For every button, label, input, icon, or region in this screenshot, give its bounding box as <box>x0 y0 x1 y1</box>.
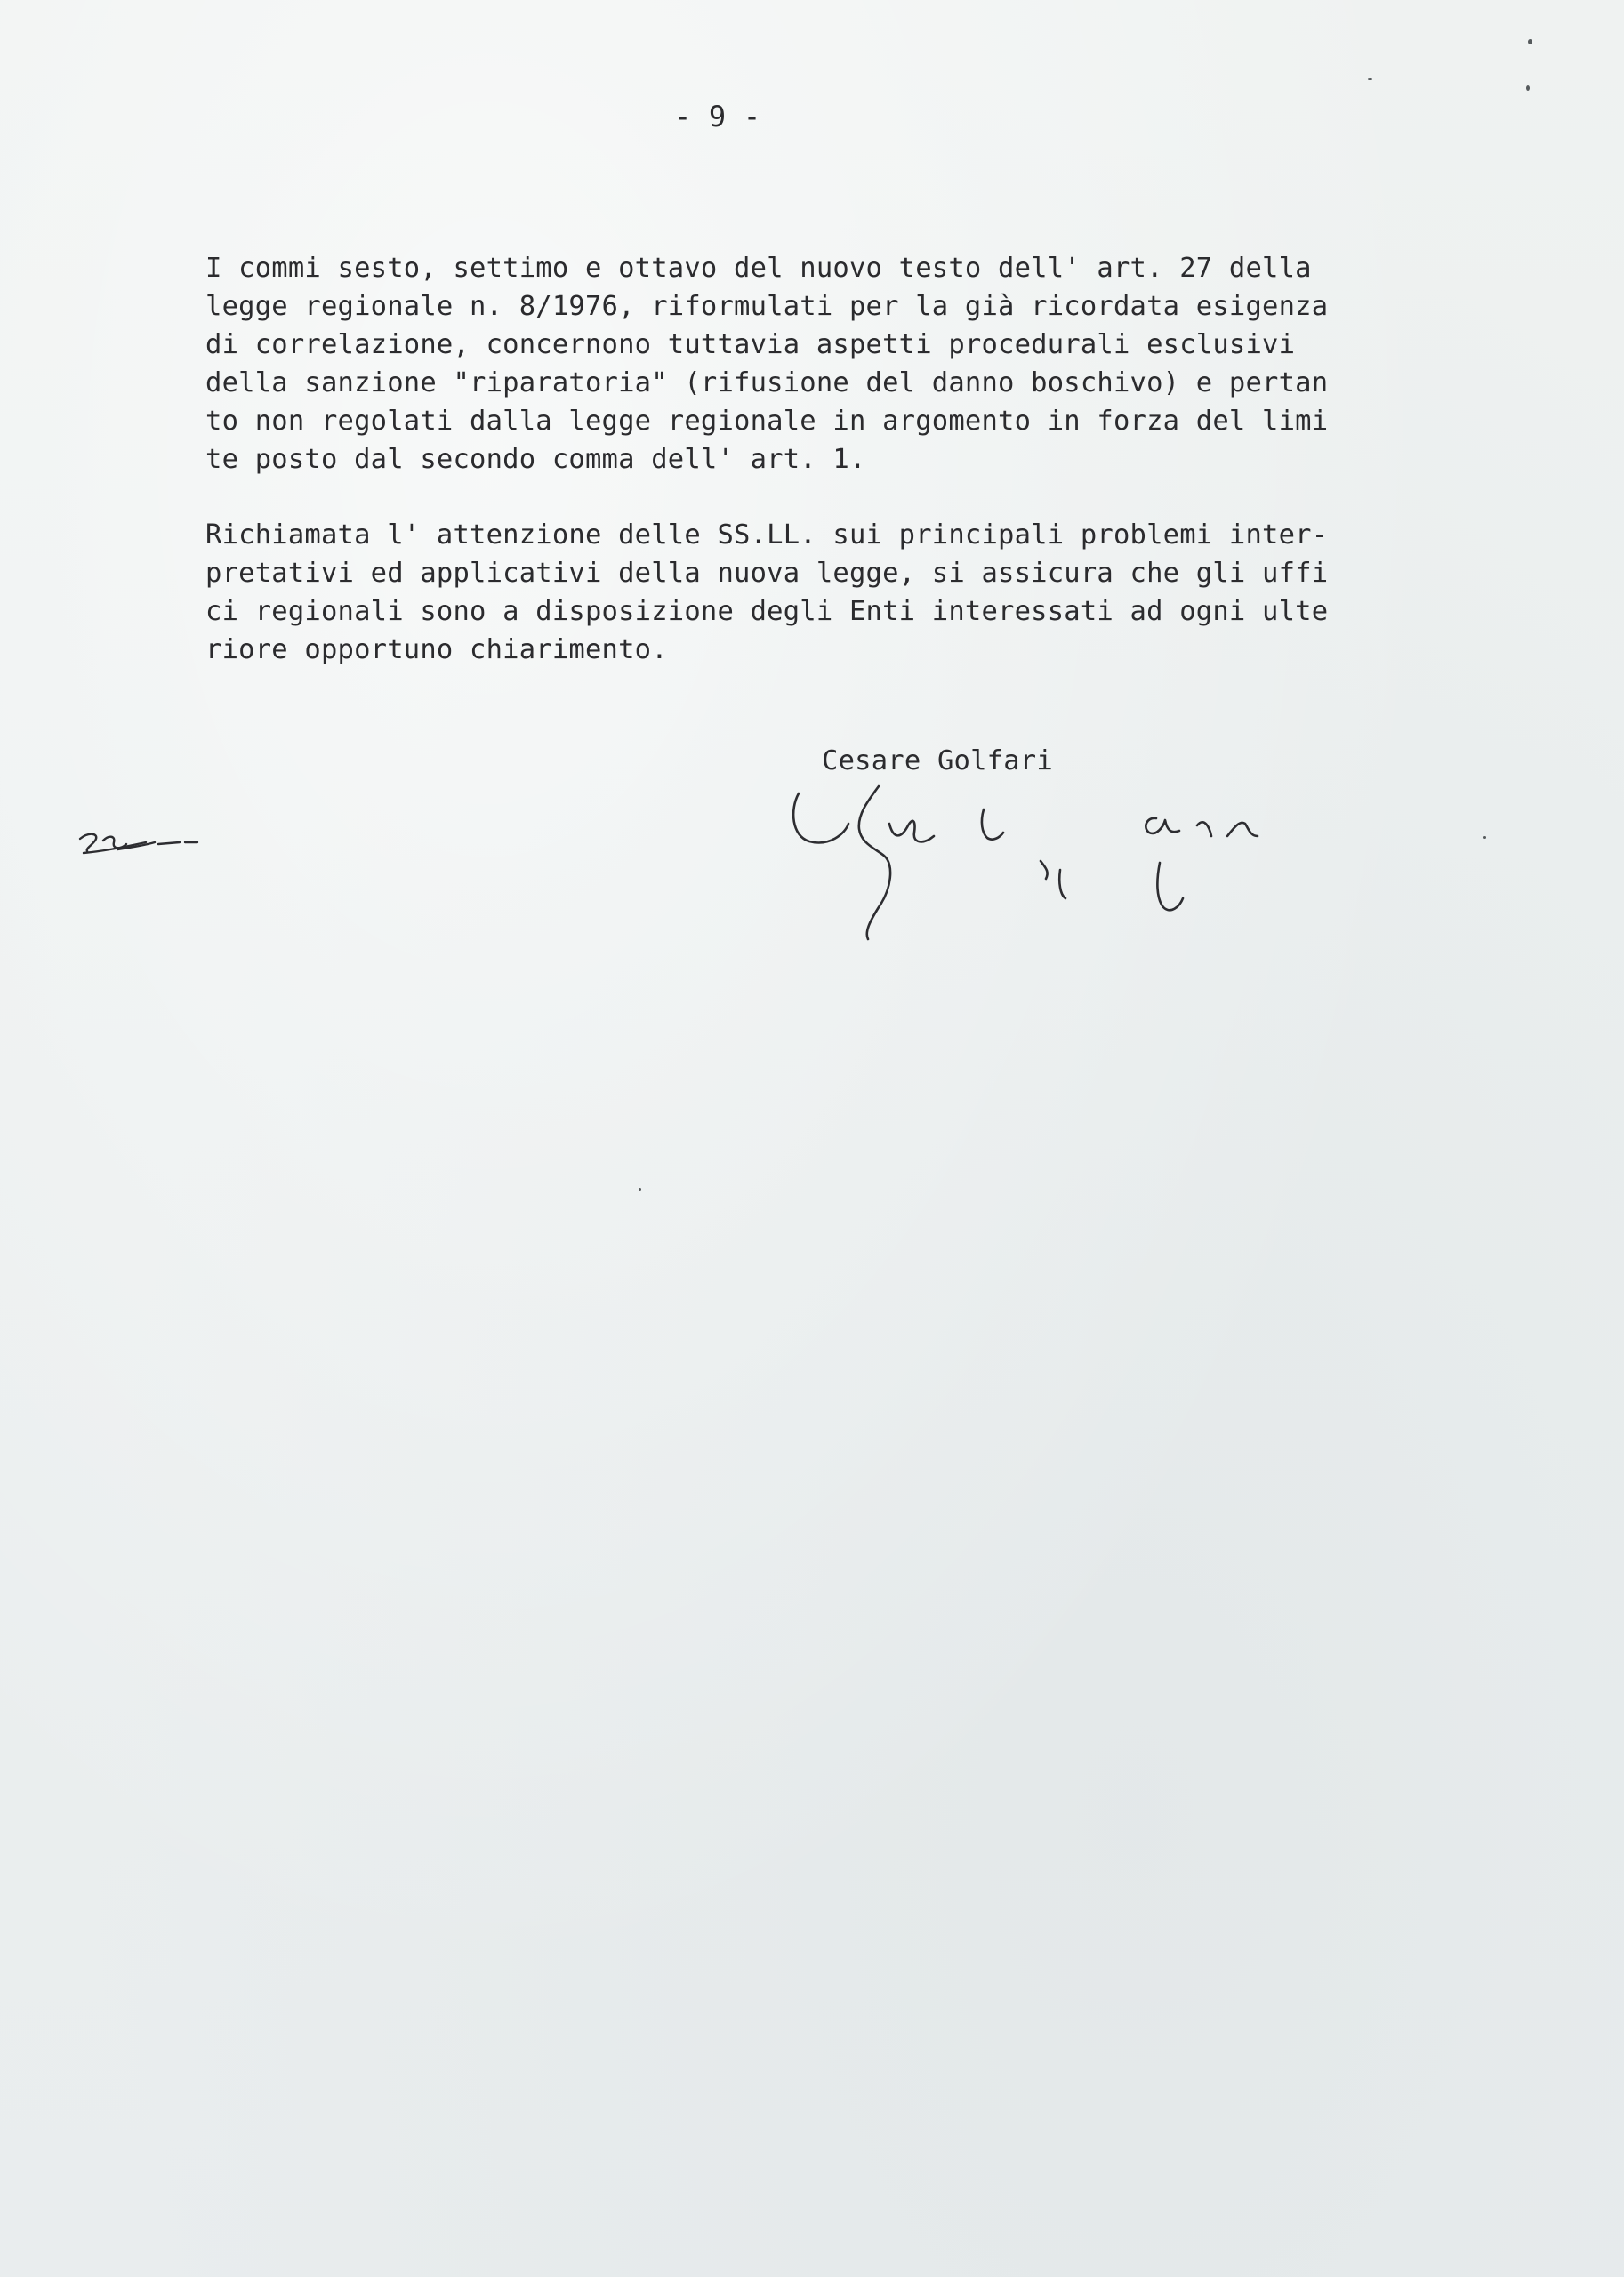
ink-speck <box>1528 39 1532 44</box>
text-line: riore opportuno chiarimento. <box>205 634 668 665</box>
text-line: della sanzione "riparatoria" (rifusione del danno boschivo) e pertan <box>205 367 1329 398</box>
ink-speck <box>639 1188 641 1191</box>
signer-name: Cesare Golfari <box>822 745 1053 776</box>
text-line: to non regolati dalla legge regionale in argomento in forza del limi <box>205 406 1329 437</box>
paragraph-1 <box>205 249 1362 479</box>
ink-speck <box>1483 836 1486 839</box>
text-line: di correlazione, concernono tuttavia aspetti procedurali esclusivi <box>205 329 1296 360</box>
text-line: ci regionali sono a disposizione degli Enti interessati ad ogni ulte <box>205 596 1329 627</box>
handwritten-signature <box>783 774 1387 970</box>
handwritten-initials <box>76 814 237 876</box>
text-line: I commi sesto, settimo e ottavo del nuovo testo dell' art. 27 della <box>205 253 1312 284</box>
ink-speck <box>1526 85 1530 91</box>
text-line: pretativi ed applicativi della nuova legge, si assicura che gli uffi <box>205 558 1329 589</box>
paragraph-2 <box>205 516 1362 669</box>
text-line: te posto dal secondo comma dell' art. 1. <box>205 444 866 475</box>
text-line: Richiamata l' attenzione delle SS.LL. sui principali problemi inter- <box>205 519 1329 551</box>
page-number: - 9 - <box>674 100 761 133</box>
ink-speck <box>1368 78 1372 80</box>
text-line: legge regionale n. 8/1976, riformulati per la già ricordata esigenza <box>205 291 1329 322</box>
